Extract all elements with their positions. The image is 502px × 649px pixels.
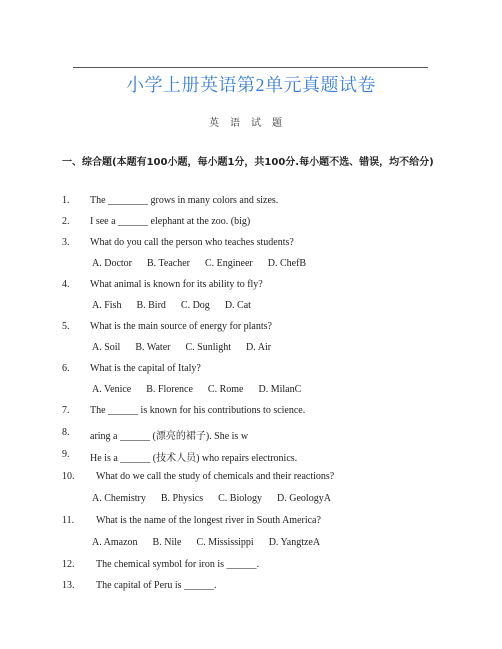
- question-text: What animal is known for its ability to fly?: [90, 279, 263, 290]
- option-a: A. Fish: [92, 300, 122, 311]
- section-heading: 一、综合题(本题有100小题，每小题1分，共100分.每小题不选、错误，均不给分): [62, 157, 434, 168]
- question-number: 6.: [62, 363, 70, 374]
- question-number: 11.: [62, 515, 75, 526]
- question-text: The ________ grows in many colors and sizes.: [90, 195, 279, 206]
- answer-options: [92, 258, 321, 269]
- answer-options: [92, 537, 335, 548]
- option-d: D. Cat: [224, 300, 251, 311]
- question-text: The ______ is known for his contributions to science.: [90, 405, 306, 416]
- option-a: A. Venice: [92, 384, 132, 395]
- answer-options: [92, 493, 346, 504]
- question-text: aring a ______ (漂亮的裙子). She is w: [90, 431, 249, 442]
- option-b: B. Water: [135, 342, 171, 353]
- question-number: 4.: [62, 279, 70, 290]
- question-text: The chemical symbol for iron is ______.: [96, 559, 260, 570]
- answer-options: [92, 300, 266, 311]
- question-number: 9.: [62, 449, 70, 460]
- option-c: C. Mississippi: [196, 537, 254, 548]
- question-text: He is a ______ (技术人员) who repairs electronics.: [90, 453, 298, 464]
- option-b: B. Florence: [146, 384, 193, 395]
- option-c: C. Biology: [218, 493, 263, 504]
- option-c: C. Rome: [207, 384, 244, 395]
- question-number: 12.: [62, 559, 75, 570]
- option-b: B. Nile: [152, 537, 182, 548]
- header-rule: [73, 67, 428, 68]
- question-number: 13.: [62, 580, 75, 591]
- option-b: B. Bird: [136, 300, 166, 311]
- question-number: 2.: [62, 216, 70, 227]
- option-c: C. Dog: [180, 300, 210, 311]
- question-text: I see a ______ elephant at the zoo. (big): [90, 216, 251, 227]
- page-subtitle: 英语试题: [209, 118, 293, 129]
- option-d: D. Air: [246, 342, 272, 353]
- answer-options: [92, 342, 286, 353]
- option-a: A. Doctor: [92, 258, 132, 269]
- question-number: 7.: [62, 405, 70, 416]
- option-d: D. YangtzeA: [268, 537, 321, 548]
- option-c: C. Engineer: [204, 258, 253, 269]
- question-text: What is the capital of Italy?: [90, 363, 201, 374]
- question-number: 5.: [62, 321, 70, 332]
- question-text: What do you call the person who teaches students?: [90, 237, 294, 248]
- option-d: D. MilanC: [258, 384, 302, 395]
- option-a: A. Soil: [92, 342, 121, 353]
- option-a: A. Chemistry: [92, 493, 146, 504]
- page-title: 小学上册英语第2单元真题试卷: [126, 75, 376, 95]
- question-number: 1.: [62, 195, 70, 206]
- question-number: 3.: [62, 237, 70, 248]
- question-text: What is the main source of energy for plants?: [90, 321, 272, 332]
- answer-options: [92, 384, 316, 395]
- option-b: B. Physics: [160, 493, 204, 504]
- option-d: D. GeologyA: [277, 493, 331, 504]
- option-d: D. ChefB: [267, 258, 307, 269]
- question-text: The capital of Peru is ______.: [96, 580, 217, 591]
- option-c: C. Sunlight: [185, 342, 232, 353]
- question-number: 10.: [62, 471, 75, 482]
- option-a: A. Amazon: [92, 537, 138, 548]
- question-number: 8.: [62, 427, 70, 438]
- question-text: What do we call the study of chemicals and their reactions?: [96, 471, 335, 482]
- option-b: B. Teacher: [147, 258, 190, 269]
- question-text: What is the name of the longest river in South America?: [96, 515, 321, 526]
